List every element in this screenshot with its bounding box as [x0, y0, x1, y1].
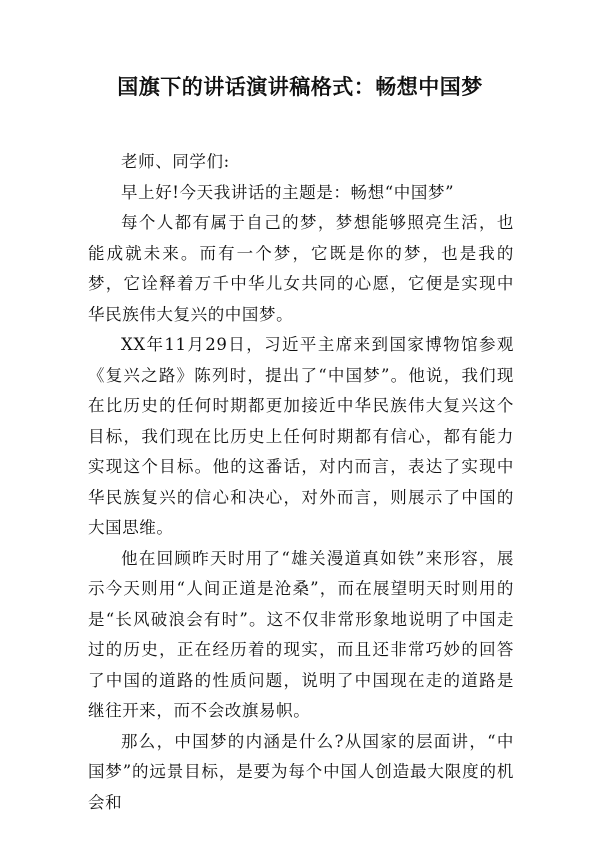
greeting-line: 老师、同学们: [121, 152, 230, 171]
paragraph-2: 每个人都有属于自己的梦，梦想能够照亮生活，也能成就未来。而有一个梦，它既是你的梦，也是我的梦，它诠释着万千中华儿女共同的心愿，它便是实现中华民族伟大复兴的中国梦。 [88, 213, 514, 324]
paragraph-4: 他在回顾昨天时用了“雄关漫道真如铁”来形容，展示今天则用“人间正道是沧桑”，而在展望明天时则用的是“长风破浪会有时”。这不仅非常形象地说明了中国走过的历史，正在经历着的现实，而且还非常巧妙的回答了中国的道路的性质问题，说明了中国现在走的道路是继往开来，而不会改旗易帜。 [88, 548, 514, 720]
paragraph-3: XX年11月29日，习近平主席来到国家博物馆参观《复兴之路》陈列时，提出了“中国梦”。他说，我们现在比历史的任何时期都更加接近中华民族伟大复兴这个目标，我们现在比历史上任何时期都有信心，都有能力实现这个目标。他的这番话，对内而言，表达了实现中华民族复兴的信心和决心，对外而言，则展示了中国的大国思维。 [88, 335, 514, 537]
paragraph-1: 早上好!今天我讲话的主题是：畅想“中国梦” [121, 182, 455, 202]
paragraph-5: 那么，中国梦的内涵是什么?从国家的层面讲，“中国梦”的远景目标，是要为每个中国人创造最大限度的机会和 [88, 731, 514, 812]
document-title: 国旗下的讲话演讲稿格式：畅想中国梦 [117, 75, 483, 99]
document-body [88, 147, 514, 818]
